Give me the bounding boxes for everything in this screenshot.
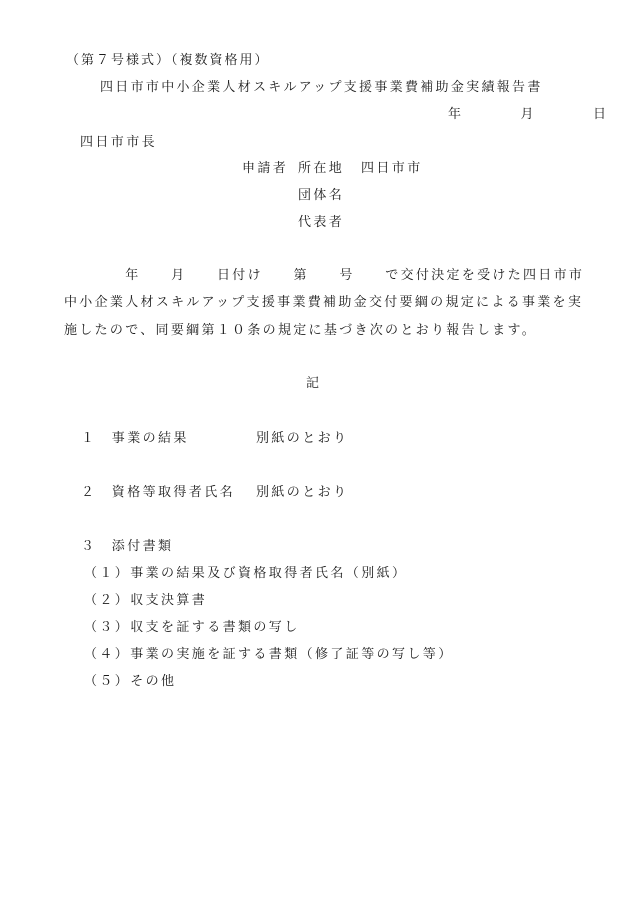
date-day-label: 日 xyxy=(593,107,609,122)
address-label: 所在地 xyxy=(298,161,345,176)
date-month-label: 月 xyxy=(520,107,536,122)
addressee: 四日市市長 xyxy=(80,135,158,150)
attachment-item: （３）収支を証する書類の写し xyxy=(84,620,300,635)
item-results-label: １ 事業の結果 xyxy=(81,431,189,446)
organization-label: 団体名 xyxy=(298,188,345,203)
attachment-item: （５）その他 xyxy=(84,674,177,689)
item-results-value: 別紙のとおり xyxy=(256,431,349,446)
item-attachments-label: ３ 添付書類 xyxy=(81,539,174,554)
address-value: 四日市市 xyxy=(361,161,423,176)
attachment-item: （２）収支決算書 xyxy=(84,593,208,608)
attachment-item: （４）事業の実施を証する書類（修了証等の写し等） xyxy=(84,647,454,662)
date-year-label: 年 xyxy=(448,107,464,122)
date-line xyxy=(448,107,608,123)
item-names-value: 別紙のとおり xyxy=(256,485,349,500)
attachment-item: （１）事業の結果及び資格取得者氏名（別紙） xyxy=(84,566,408,581)
body-paragraph-line: 施したので、同要綱第１０条の規定に基づき次のとおり報告します。 xyxy=(64,323,538,338)
representative-label: 代表者 xyxy=(298,215,345,230)
applicant-label: 申請者 xyxy=(242,161,289,176)
item-names-label: ２ 資格等取得者氏名 xyxy=(81,485,236,500)
body-paragraph-line: 年 月 日付け 第 号 で交付決定を受けた四日市市 xyxy=(64,268,585,283)
body-paragraph-line: 中小企業人材スキルアップ支援事業費補助金交付要綱の規定による事業を実 xyxy=(64,295,584,310)
document-title: 四日市市中小企業人材スキルアップ支援事業費補助金実績報告書 xyxy=(100,80,543,95)
form-number: （第７号様式）（複数資格用） xyxy=(66,53,270,68)
ki-heading: 記 xyxy=(306,376,322,391)
